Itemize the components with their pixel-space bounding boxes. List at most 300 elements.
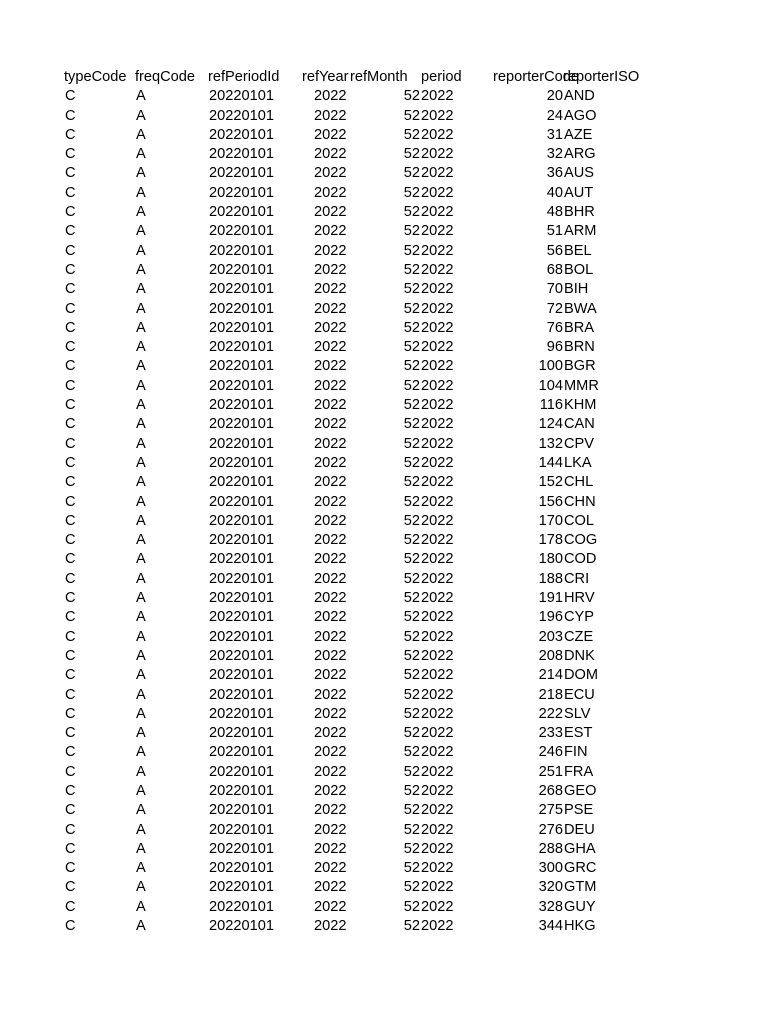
- cell-refyear: 2022: [314, 454, 347, 471]
- cell-freqcode: A: [136, 126, 146, 143]
- table-row: [63, 261, 643, 280]
- cell-refperiodid: 20220101: [209, 88, 274, 105]
- cell-reporteriso: AUS: [564, 165, 595, 182]
- cell-reporteriso: GUY: [564, 898, 596, 915]
- cell-refmonth: 52: [403, 821, 420, 838]
- cell-refperiodid: 20220101: [209, 860, 274, 877]
- cell-reportercode: 320: [538, 879, 563, 896]
- cell-refmonth: 52: [403, 416, 420, 433]
- cell-freqcode: A: [136, 146, 146, 163]
- table-row: [63, 705, 643, 724]
- cell-refperiodid: 20220101: [209, 512, 274, 529]
- cell-freqcode: A: [136, 397, 146, 414]
- cell-freqcode: A: [136, 744, 146, 761]
- cell-period: 2022: [421, 532, 454, 549]
- table-row: [63, 319, 643, 338]
- cell-freqcode: A: [136, 840, 146, 857]
- cell-reportercode: 31: [546, 126, 563, 143]
- cell-refmonth: 52: [403, 377, 420, 394]
- cell-freqcode: A: [136, 416, 146, 433]
- cell-reportercode: 104: [538, 377, 563, 394]
- cell-period: 2022: [421, 725, 454, 742]
- cell-refperiodid: 20220101: [209, 551, 274, 568]
- cell-refmonth: 52: [403, 397, 420, 414]
- cell-refmonth: 52: [403, 744, 420, 761]
- cell-freqcode: A: [136, 590, 146, 607]
- cell-freqcode: A: [136, 435, 146, 452]
- cell-refmonth: 52: [403, 609, 420, 626]
- cell-refyear: 2022: [314, 532, 347, 549]
- cell-typecode: C: [65, 261, 76, 278]
- table-row: [63, 859, 643, 878]
- cell-period: 2022: [421, 358, 454, 375]
- cell-reportercode: 72: [546, 300, 563, 317]
- cell-period: 2022: [421, 609, 454, 626]
- cell-reporteriso: ARM: [564, 223, 597, 240]
- cell-refyear: 2022: [314, 358, 347, 375]
- cell-reporteriso: AGO: [564, 107, 597, 124]
- cell-period: 2022: [421, 165, 454, 182]
- cell-reporteriso: GHA: [564, 840, 596, 857]
- cell-freqcode: A: [136, 802, 146, 819]
- table-row: [63, 300, 643, 319]
- cell-freqcode: A: [136, 821, 146, 838]
- cell-freqcode: A: [136, 339, 146, 356]
- cell-period: 2022: [421, 454, 454, 471]
- cell-refperiodid: 20220101: [209, 107, 274, 124]
- cell-period: 2022: [421, 204, 454, 221]
- cell-reportercode: 156: [538, 493, 563, 510]
- cell-period: 2022: [421, 493, 454, 510]
- cell-refyear: 2022: [314, 300, 347, 317]
- cell-reporteriso: LKA: [564, 454, 592, 471]
- cell-refmonth: 52: [403, 570, 420, 587]
- table-row: [63, 435, 643, 454]
- cell-freqcode: A: [136, 319, 146, 336]
- cell-reportercode: 170: [538, 512, 563, 529]
- cell-reporteriso: CRI: [564, 570, 590, 587]
- cell-typecode: C: [65, 242, 76, 259]
- cell-typecode: C: [65, 126, 76, 143]
- cell-refmonth: 52: [403, 551, 420, 568]
- cell-typecode: C: [65, 532, 76, 549]
- cell-refmonth: 52: [403, 165, 420, 182]
- cell-typecode: C: [65, 725, 76, 742]
- cell-period: 2022: [421, 512, 454, 529]
- cell-period: 2022: [421, 416, 454, 433]
- cell-reporteriso: HKG: [564, 918, 596, 935]
- cell-period: 2022: [421, 300, 454, 317]
- cell-refperiodid: 20220101: [209, 281, 274, 298]
- cell-freqcode: A: [136, 281, 146, 298]
- cell-freqcode: A: [136, 609, 146, 626]
- cell-typecode: C: [65, 184, 76, 201]
- table-row: [63, 570, 643, 589]
- cell-period: 2022: [421, 377, 454, 394]
- table-row: [63, 628, 643, 647]
- cell-reporteriso: CAN: [564, 416, 595, 433]
- cell-freqcode: A: [136, 705, 146, 722]
- table-body: [63, 87, 643, 936]
- cell-period: 2022: [421, 146, 454, 163]
- cell-freqcode: A: [136, 551, 146, 568]
- column-header-freqcode: freqCode: [135, 69, 196, 85]
- table-row: [63, 550, 643, 569]
- cell-refyear: 2022: [314, 570, 347, 587]
- cell-refyear: 2022: [314, 416, 347, 433]
- cell-refperiodid: 20220101: [209, 416, 274, 433]
- cell-reportercode: 76: [546, 319, 563, 336]
- cell-refyear: 2022: [314, 204, 347, 221]
- cell-reporteriso: GEO: [564, 782, 597, 799]
- cell-reportercode: 344: [538, 918, 563, 935]
- cell-typecode: C: [65, 744, 76, 761]
- column-header-refperiodid: refPeriodId: [208, 69, 280, 85]
- cell-refyear: 2022: [314, 821, 347, 838]
- cell-refyear: 2022: [314, 281, 347, 298]
- cell-refperiodid: 20220101: [209, 493, 274, 510]
- cell-freqcode: A: [136, 898, 146, 915]
- cell-refyear: 2022: [314, 725, 347, 742]
- table-row: [63, 763, 643, 782]
- cell-reportercode: 56: [546, 242, 563, 259]
- cell-refperiodid: 20220101: [209, 454, 274, 471]
- cell-reporteriso: BOL: [564, 261, 594, 278]
- cell-refperiodid: 20220101: [209, 474, 274, 491]
- cell-typecode: C: [65, 647, 76, 664]
- cell-period: 2022: [421, 782, 454, 799]
- cell-freqcode: A: [136, 667, 146, 684]
- cell-refmonth: 52: [403, 782, 420, 799]
- cell-refyear: 2022: [314, 126, 347, 143]
- cell-typecode: C: [65, 377, 76, 394]
- cell-refmonth: 52: [403, 802, 420, 819]
- table-row: [63, 821, 643, 840]
- cell-reportercode: 24: [546, 107, 563, 124]
- cell-refmonth: 52: [403, 126, 420, 143]
- cell-reportercode: 116: [539, 397, 563, 414]
- cell-freqcode: A: [136, 377, 146, 394]
- cell-freqcode: A: [136, 88, 146, 105]
- cell-refyear: 2022: [314, 261, 347, 278]
- cell-freqcode: A: [136, 628, 146, 645]
- cell-typecode: C: [65, 107, 76, 124]
- cell-refperiodid: 20220101: [209, 821, 274, 838]
- cell-refyear: 2022: [314, 435, 347, 452]
- table-row: [63, 145, 643, 164]
- cell-period: 2022: [421, 551, 454, 568]
- cell-freqcode: A: [136, 474, 146, 491]
- cell-freqcode: A: [136, 532, 146, 549]
- table-row: [63, 917, 643, 936]
- cell-typecode: C: [65, 898, 76, 915]
- cell-refmonth: 52: [403, 512, 420, 529]
- cell-typecode: C: [65, 686, 76, 703]
- cell-reportercode: 233: [538, 725, 563, 742]
- cell-period: 2022: [421, 840, 454, 857]
- cell-typecode: C: [65, 435, 76, 452]
- cell-typecode: C: [65, 570, 76, 587]
- cell-reporteriso: SLV: [564, 705, 591, 722]
- cell-period: 2022: [421, 686, 454, 703]
- cell-period: 2022: [421, 126, 454, 143]
- cell-typecode: C: [65, 609, 76, 626]
- table-row: [63, 531, 643, 550]
- cell-refmonth: 52: [403, 879, 420, 896]
- cell-typecode: C: [65, 474, 76, 491]
- cell-refyear: 2022: [314, 88, 347, 105]
- cell-period: 2022: [421, 898, 454, 915]
- cell-typecode: C: [65, 416, 76, 433]
- cell-reportercode: 36: [546, 165, 563, 182]
- cell-reportercode: 222: [538, 705, 563, 722]
- cell-period: 2022: [421, 628, 454, 645]
- column-header-typecode: typeCode: [64, 69, 127, 85]
- cell-typecode: C: [65, 782, 76, 799]
- cell-reporteriso: COD: [564, 551, 597, 568]
- cell-freqcode: A: [136, 782, 146, 799]
- cell-period: 2022: [421, 281, 454, 298]
- table-row: [63, 126, 643, 145]
- cell-reporteriso: ECU: [564, 686, 595, 703]
- table-row: [63, 840, 643, 859]
- cell-reportercode: 144: [538, 454, 563, 471]
- cell-period: 2022: [421, 802, 454, 819]
- cell-freqcode: A: [136, 763, 146, 780]
- cell-freqcode: A: [136, 879, 146, 896]
- cell-refmonth: 52: [403, 300, 420, 317]
- cell-typecode: C: [65, 339, 76, 356]
- cell-reporteriso: GRC: [564, 860, 597, 877]
- cell-reportercode: 251: [538, 763, 563, 780]
- cell-freqcode: A: [136, 570, 146, 587]
- cell-refyear: 2022: [314, 512, 347, 529]
- column-header-refmonth: refMonth: [350, 69, 408, 85]
- cell-refperiodid: 20220101: [209, 126, 274, 143]
- cell-reportercode: 188: [538, 570, 563, 587]
- cell-typecode: C: [65, 397, 76, 414]
- cell-refyear: 2022: [314, 609, 347, 626]
- cell-reporteriso: KHM: [564, 397, 597, 414]
- cell-reportercode: 300: [538, 860, 563, 877]
- cell-typecode: C: [65, 763, 76, 780]
- cell-refyear: 2022: [314, 146, 347, 163]
- cell-typecode: C: [65, 705, 76, 722]
- cell-reportercode: 132: [538, 435, 563, 452]
- table-row: [63, 493, 643, 512]
- cell-period: 2022: [421, 242, 454, 259]
- cell-reportercode: 268: [538, 782, 563, 799]
- table-row: [63, 87, 643, 106]
- cell-reportercode: 51: [546, 223, 563, 240]
- table-row: [63, 801, 643, 820]
- cell-refyear: 2022: [314, 763, 347, 780]
- cell-refyear: 2022: [314, 339, 347, 356]
- cell-period: 2022: [421, 570, 454, 587]
- cell-typecode: C: [65, 628, 76, 645]
- cell-refmonth: 52: [403, 667, 420, 684]
- cell-reporteriso: FIN: [564, 744, 588, 761]
- cell-refyear: 2022: [314, 705, 347, 722]
- cell-refperiodid: 20220101: [209, 686, 274, 703]
- cell-refyear: 2022: [314, 628, 347, 645]
- cell-period: 2022: [421, 397, 454, 414]
- cell-reportercode: 178: [538, 532, 563, 549]
- cell-refyear: 2022: [314, 590, 347, 607]
- cell-typecode: C: [65, 165, 76, 182]
- cell-refperiodid: 20220101: [209, 339, 274, 356]
- column-header-period: period: [421, 69, 462, 85]
- cell-refyear: 2022: [314, 223, 347, 240]
- cell-reporteriso: CZE: [564, 628, 594, 645]
- table-row: [63, 608, 643, 627]
- cell-freqcode: A: [136, 223, 146, 240]
- cell-refmonth: 52: [403, 319, 420, 336]
- cell-refperiodid: 20220101: [209, 184, 274, 201]
- cell-refyear: 2022: [314, 319, 347, 336]
- cell-period: 2022: [421, 435, 454, 452]
- cell-freqcode: A: [136, 493, 146, 510]
- cell-refmonth: 52: [403, 763, 420, 780]
- cell-refperiodid: 20220101: [209, 319, 274, 336]
- cell-reportercode: 48: [546, 204, 563, 221]
- cell-reporteriso: HRV: [564, 590, 595, 607]
- cell-period: 2022: [421, 88, 454, 105]
- cell-refyear: 2022: [314, 744, 347, 761]
- cell-freqcode: A: [136, 725, 146, 742]
- cell-typecode: C: [65, 918, 76, 935]
- table-row: [63, 242, 643, 261]
- cell-typecode: C: [65, 840, 76, 857]
- cell-period: 2022: [421, 647, 454, 664]
- cell-typecode: C: [65, 281, 76, 298]
- cell-refperiodid: 20220101: [209, 261, 274, 278]
- cell-reporteriso: PSE: [564, 802, 594, 819]
- cell-refmonth: 52: [403, 358, 420, 375]
- cell-reporteriso: BHR: [564, 204, 595, 221]
- cell-reporteriso: DNK: [564, 647, 595, 664]
- cell-reporteriso: DOM: [564, 667, 599, 684]
- cell-refyear: 2022: [314, 840, 347, 857]
- cell-reporteriso: BEL: [564, 242, 592, 259]
- table-row: [63, 415, 643, 434]
- cell-refyear: 2022: [314, 242, 347, 259]
- cell-refmonth: 52: [403, 918, 420, 935]
- cell-period: 2022: [421, 744, 454, 761]
- cell-period: 2022: [421, 261, 454, 278]
- cell-refmonth: 52: [403, 223, 420, 240]
- cell-refperiodid: 20220101: [209, 590, 274, 607]
- column-header-reportercode: reporterCode: [493, 69, 579, 85]
- cell-reportercode: 40: [546, 184, 563, 201]
- cell-refmonth: 52: [403, 204, 420, 221]
- cell-freqcode: A: [136, 358, 146, 375]
- cell-reporteriso: AUT: [564, 184, 594, 201]
- cell-typecode: C: [65, 319, 76, 336]
- cell-refperiodid: 20220101: [209, 204, 274, 221]
- cell-reportercode: 70: [546, 281, 563, 298]
- cell-reporteriso: GTM: [564, 879, 597, 896]
- cell-refyear: 2022: [314, 667, 347, 684]
- cell-refyear: 2022: [314, 184, 347, 201]
- cell-reporteriso: DEU: [564, 821, 595, 838]
- cell-refyear: 2022: [314, 898, 347, 915]
- cell-refmonth: 52: [403, 590, 420, 607]
- cell-reporteriso: MMR: [564, 377, 599, 394]
- cell-period: 2022: [421, 107, 454, 124]
- cell-reporteriso: CHN: [564, 493, 596, 510]
- cell-typecode: C: [65, 454, 76, 471]
- cell-reportercode: 32: [546, 146, 563, 163]
- cell-period: 2022: [421, 319, 454, 336]
- table-row: [63, 724, 643, 743]
- cell-refperiodid: 20220101: [209, 840, 274, 857]
- cell-refmonth: 52: [403, 686, 420, 703]
- cell-refyear: 2022: [314, 860, 347, 877]
- table-row: [63, 512, 643, 531]
- table-row: [63, 898, 643, 917]
- cell-freqcode: A: [136, 165, 146, 182]
- table-row: [63, 454, 643, 473]
- cell-freqcode: A: [136, 242, 146, 259]
- cell-reportercode: 68: [546, 261, 563, 278]
- cell-typecode: C: [65, 821, 76, 838]
- cell-refperiodid: 20220101: [209, 898, 274, 915]
- cell-reportercode: 288: [538, 840, 563, 857]
- cell-reporteriso: CHL: [564, 474, 594, 491]
- cell-period: 2022: [421, 860, 454, 877]
- cell-refperiodid: 20220101: [209, 705, 274, 722]
- cell-reporteriso: CYP: [564, 609, 595, 626]
- cell-reportercode: 180: [538, 551, 563, 568]
- table-row: [63, 107, 643, 126]
- cell-period: 2022: [421, 763, 454, 780]
- cell-reporteriso: CPV: [564, 435, 595, 452]
- cell-period: 2022: [421, 821, 454, 838]
- cell-refperiodid: 20220101: [209, 647, 274, 664]
- cell-refmonth: 52: [403, 532, 420, 549]
- cell-typecode: C: [65, 88, 76, 105]
- cell-refyear: 2022: [314, 474, 347, 491]
- cell-refmonth: 52: [403, 454, 420, 471]
- cell-refperiodid: 20220101: [209, 532, 274, 549]
- cell-refperiodid: 20220101: [209, 879, 274, 896]
- cell-refperiodid: 20220101: [209, 802, 274, 819]
- cell-refmonth: 52: [403, 242, 420, 259]
- cell-refmonth: 52: [403, 647, 420, 664]
- cell-refyear: 2022: [314, 918, 347, 935]
- cell-freqcode: A: [136, 918, 146, 935]
- cell-refperiodid: 20220101: [209, 763, 274, 780]
- cell-refmonth: 52: [403, 705, 420, 722]
- cell-refperiodid: 20220101: [209, 242, 274, 259]
- cell-refmonth: 52: [403, 184, 420, 201]
- cell-typecode: C: [65, 204, 76, 221]
- cell-refmonth: 52: [403, 339, 420, 356]
- cell-refperiodid: 20220101: [209, 377, 274, 394]
- cell-typecode: C: [65, 358, 76, 375]
- cell-typecode: C: [65, 860, 76, 877]
- table-row: [63, 338, 643, 357]
- cell-freqcode: A: [136, 300, 146, 317]
- cell-refyear: 2022: [314, 802, 347, 819]
- table-row: [63, 164, 643, 183]
- table-row: [63, 203, 643, 222]
- header-row: [63, 68, 643, 87]
- cell-period: 2022: [421, 184, 454, 201]
- cell-refperiodid: 20220101: [209, 744, 274, 761]
- cell-freqcode: A: [136, 454, 146, 471]
